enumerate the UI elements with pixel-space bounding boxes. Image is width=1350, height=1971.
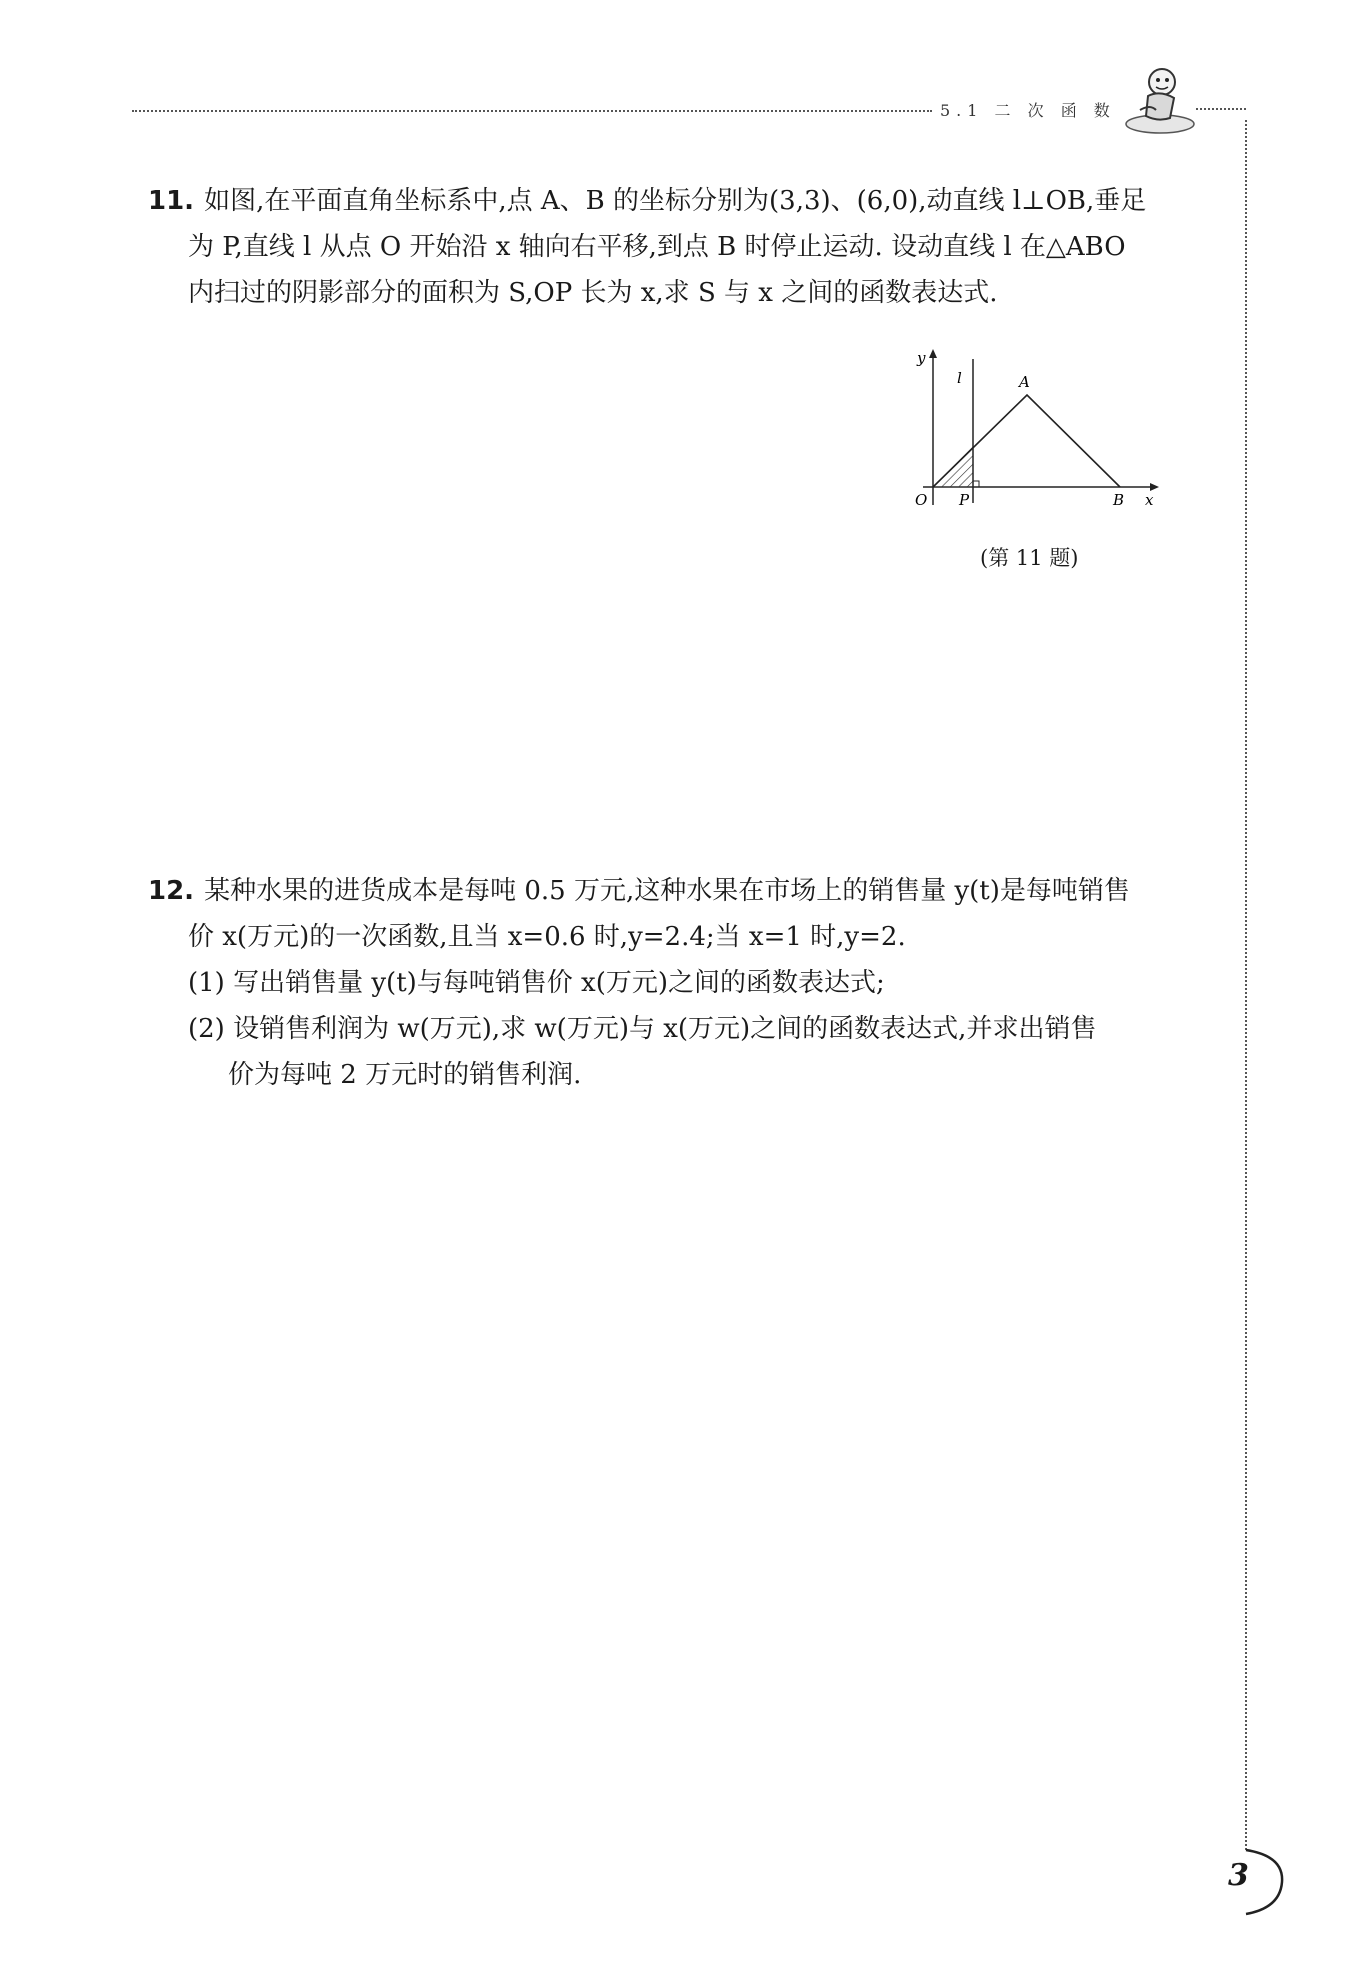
problem-12-line-2: 价 x(万元)的一次函数,且当 x=0.6 时,y=2.4;当 x=1 时,y=2. (188, 922, 906, 952)
problem-12-part-1: (1) 写出销售量 y(t)与每吨销售价 x(万元)之间的函数表达式; (188, 968, 885, 998)
header-dotted-rule-right (1196, 108, 1246, 110)
problem-11-number: 11. (148, 186, 195, 216)
problem-11-line-2: 为 P,直线 l 从点 O 开始沿 x 轴向右平移,到点 B 时停止运动. 设动直线 l 在△ABO (188, 232, 1126, 262)
label-o: O (915, 491, 928, 509)
problem-11-line-1: 11. 如图,在平面直角坐标系中,点 A、B 的坐标分别为(3,3)、(6,0),动直线 l⊥OB,垂足 (148, 186, 1147, 216)
label-y: y (917, 349, 926, 367)
problem-12-part-2-line-2: 价为每吨 2 万元时的销售利润. (228, 1060, 582, 1090)
label-a: A (1019, 373, 1030, 391)
margin-dotted-rule (1245, 120, 1247, 1850)
problem-12-line-1: 12. 某种水果的进货成本是每吨 0.5 万元,这种水果在市场上的销售量 y(t)是每吨销售 (148, 876, 1130, 906)
figure-caption: (第 11 题) (980, 546, 1079, 570)
problem-12-part-2-line-1: (2) 设销售利润为 w(万元),求 w(万元)与 x(万元)之间的函数表达式,并求出销售 (188, 1014, 1097, 1044)
header-dotted-rule (132, 110, 932, 112)
right-angle-marker (973, 481, 979, 487)
y-axis-arrow (929, 349, 937, 358)
problem-12 (148, 868, 1188, 1098)
problem-12-number: 12. (148, 876, 195, 906)
problem-11 (148, 178, 1188, 316)
mascot-icon (1120, 60, 1200, 140)
label-b: B (1113, 491, 1125, 509)
label-l: l (957, 369, 962, 387)
label-p: P (959, 491, 970, 509)
label-x: x (1145, 491, 1154, 509)
problem-11-line-3: 内扫过的阴影部分的面积为 S,OP 长为 x,求 S 与 x 之间的函数表达式. (188, 278, 998, 308)
x-axis-arrow (1150, 483, 1159, 491)
problem-11-figure (905, 345, 1175, 515)
section-title: 5.1 二 次 函 数 (940, 101, 1116, 120)
page-number: 3 (1228, 1858, 1249, 1893)
